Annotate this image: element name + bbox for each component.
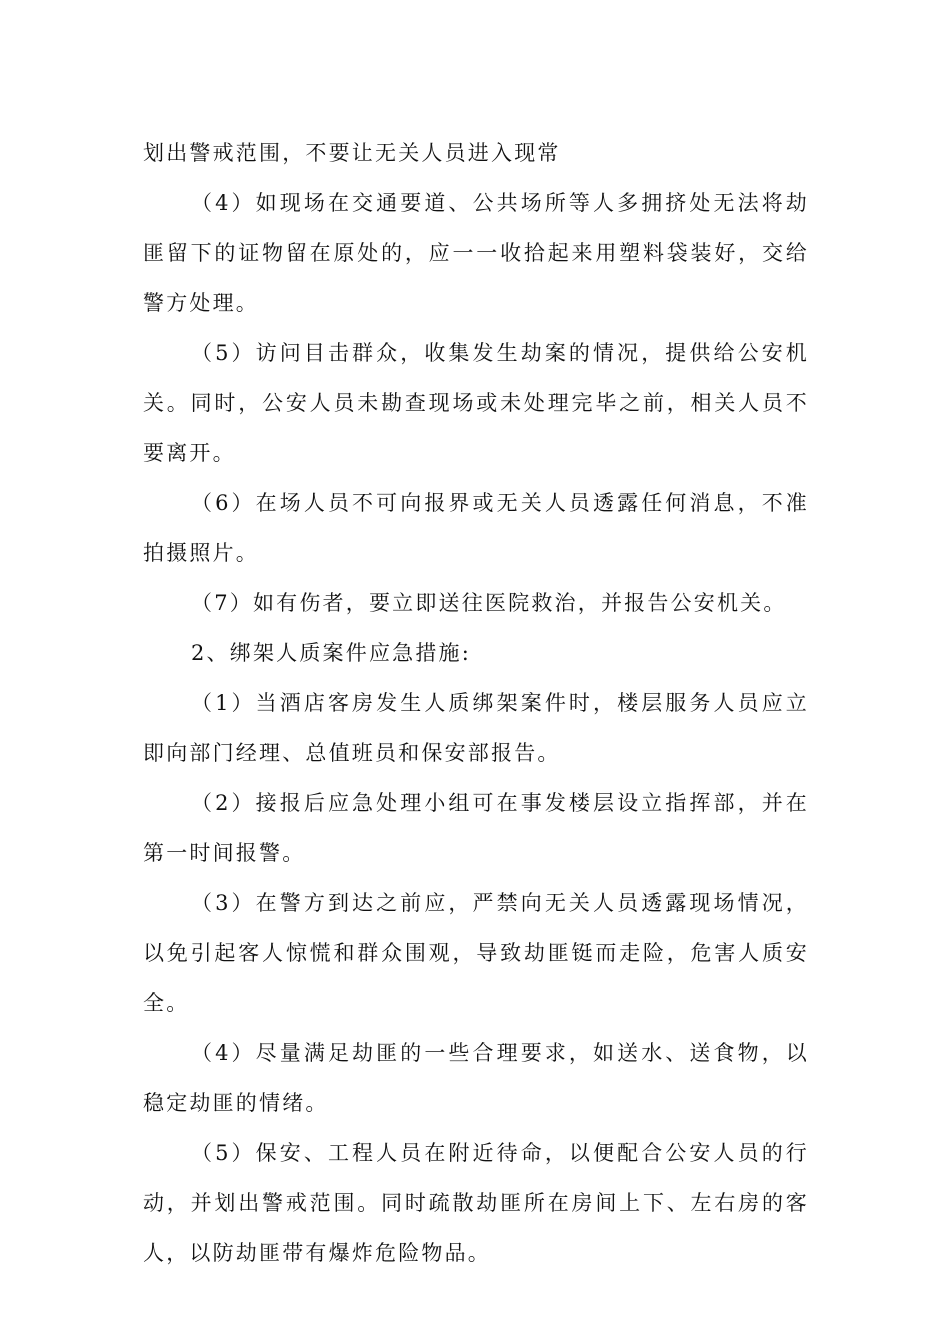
paragraph-continuation: 划出警戒范围，不要让无关人员进入现常	[143, 141, 561, 165]
paragraph-kidnap-item-4: （4）尽量满足劫匪的一些合理要求，如送水、送食物，以稳定劫匪的情绪。	[143, 1041, 809, 1115]
paragraph-kidnap-item-5: （5）保安、工程人员在附近待命，以便配合公安人员的行动，并划出警戒范围。同时疏散劫匪所在房间上下、左右房的客人，以防劫匪带有爆炸危险物品。	[143, 1141, 809, 1265]
paragraph-item-4: （4）如现场在交通要道、公共场所等人多拥挤处无法将劫匪留下的证物留在原处的，应一一收拾起来用塑料袋装好，交给警方处理。	[143, 191, 809, 315]
paragraph-item-6: （6）在场人员不可向报界或无关人员透露任何消息，不准拍摄照片。	[143, 491, 809, 565]
section-heading-kidnapping: 2、绑架人质案件应急措施:	[191, 641, 472, 665]
paragraph-item-5: （5）访问目击群众，收集发生劫案的情况，提供给公安机关。同时，公安人员未勘查现场或未处理完毕之前，相关人员不要离开。	[143, 341, 809, 465]
paragraph-kidnap-item-1: （1）当酒店客房发生人质绑架案件时，楼层服务人员应立即向部门经理、总值班员和保安部报告。	[143, 691, 809, 765]
document-body	[143, 128, 809, 1278]
paragraph-kidnap-item-3: （3）在警方到达之前应，严禁向无关人员透露现场情况，以免引起客人惊慌和群众围观，导致劫匪铤而走险，危害人质安全。	[143, 891, 809, 1015]
paragraph-kidnap-item-2: （2）接报后应急处理小组可在事发楼层设立指挥部，并在第一时间报警。	[143, 791, 809, 865]
paragraph-item-7: （7）如有伤者，要立即送往医院救治，并报告公安机关。	[191, 591, 787, 615]
